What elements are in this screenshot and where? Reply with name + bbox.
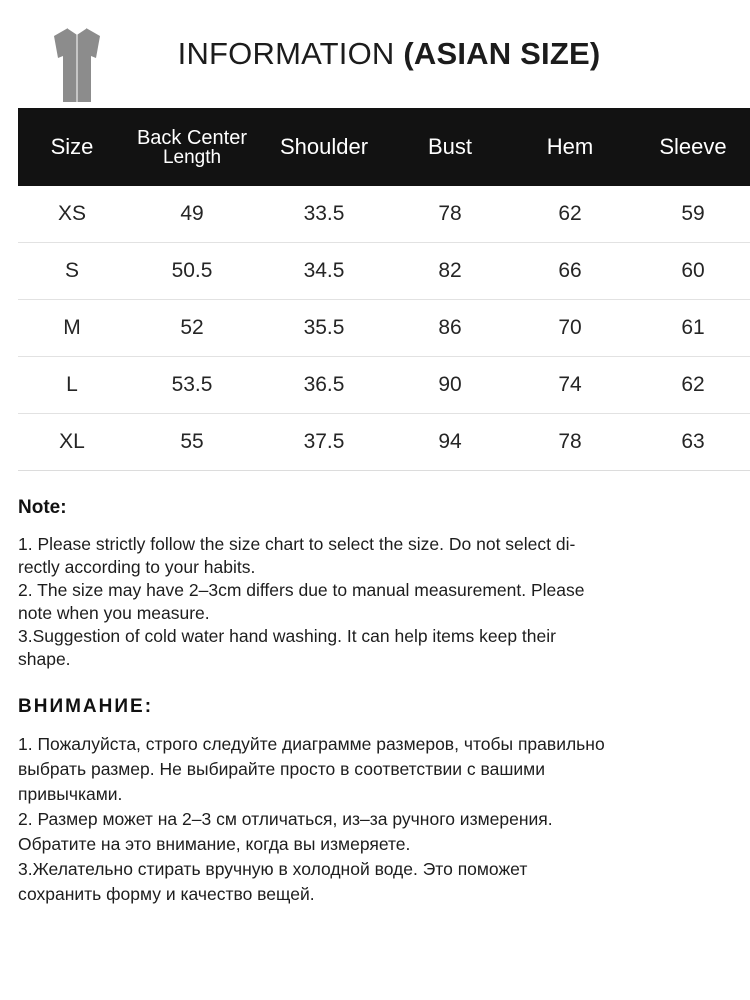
cell-size: M	[18, 300, 126, 357]
cell-hem: 74	[510, 357, 630, 414]
page-title	[0, 36, 750, 72]
table-row	[18, 300, 750, 357]
column-header-bust: Bust	[390, 108, 510, 186]
page-header	[0, 0, 750, 108]
cell-back-center-length: 52	[126, 300, 258, 357]
cell-size: L	[18, 357, 126, 414]
column-header-hem: Hem	[510, 108, 630, 186]
column-header-shoulder: Shoulder	[258, 108, 390, 186]
column-header-back-center-length	[126, 108, 258, 186]
note-line: note when you measure.	[18, 603, 210, 624]
cell-shoulder: 33.5	[258, 186, 390, 243]
cell-bust: 78	[390, 186, 510, 243]
cell-shoulder: 35.5	[258, 300, 390, 357]
cell-bust: 94	[390, 414, 510, 471]
page-title-regular: INFORMATION	[177, 36, 404, 71]
table-row	[18, 414, 750, 471]
cell-bust: 82	[390, 243, 510, 300]
cell-back-center-length: 50.5	[126, 243, 258, 300]
cell-hem: 66	[510, 243, 630, 300]
cell-shoulder: 36.5	[258, 357, 390, 414]
cell-bust: 86	[390, 300, 510, 357]
size-table-head	[18, 108, 750, 186]
column-header-sleeve: Sleeve	[630, 108, 750, 186]
cell-size: XS	[18, 186, 126, 243]
table-header-row	[18, 108, 750, 186]
notes-section	[18, 497, 732, 907]
cell-hem: 70	[510, 300, 630, 357]
cell-size: XL	[18, 414, 126, 471]
note-line: 2. The size may have 2–3cm differs due to manual measurement. Please	[18, 580, 585, 601]
cell-hem: 62	[510, 186, 630, 243]
note-line: rectly according to your habits.	[18, 557, 256, 578]
size-table-body	[18, 186, 750, 471]
note-line: 1. Please strictly follow the size chart to select the size. Do not select di-	[18, 534, 576, 554]
column-header-back-center-length-line2: Length	[162, 146, 222, 168]
note-line: Обратите на это внимание, когда вы измеряете.	[18, 834, 411, 855]
size-table	[18, 108, 750, 471]
cell-size: S	[18, 243, 126, 300]
cell-sleeve: 61	[630, 300, 750, 357]
table-row	[18, 357, 750, 414]
cell-back-center-length: 49	[126, 186, 258, 243]
cell-back-center-length: 55	[126, 414, 258, 471]
notes-heading-ru: ВНИМАНИЕ:	[18, 695, 154, 717]
note-line: привычками.	[18, 783, 123, 804]
cell-back-center-length: 53.5	[126, 357, 258, 414]
cell-sleeve: 63	[630, 414, 750, 471]
note-line: выбрать размер. Не выбирайте просто в соответствии с вашими	[18, 758, 545, 779]
note-line: 3.Suggestion of cold water hand washing. It can help items keep their	[18, 626, 556, 647]
notes-body-en	[18, 533, 732, 672]
column-header-back-center-length-line1: Back Center	[136, 126, 248, 149]
page-title-bold: (ASIAN SIZE)	[403, 36, 601, 71]
note-line: 3.Желательно стирать вручную в холодной воде. Это поможет	[18, 859, 528, 880]
note-line: 1. Пожалуйста, строго следуйте диаграмме размеров, чтобы правильно	[18, 733, 605, 754]
cell-sleeve: 60	[630, 243, 750, 300]
table-row	[18, 243, 750, 300]
cell-shoulder: 37.5	[258, 414, 390, 471]
note-line: 2. Размер может на 2–3 см отличаться, из–за ручного измерения.	[18, 808, 553, 829]
note-line: shape.	[18, 649, 71, 670]
cell-bust: 90	[390, 357, 510, 414]
notes-heading-en: Note:	[18, 497, 67, 518]
column-header-size: Size	[18, 108, 126, 186]
note-line: сохранить форму и качество вещей.	[18, 884, 315, 905]
notes-body-ru	[18, 732, 732, 907]
cell-sleeve: 59	[630, 186, 750, 243]
table-row	[18, 186, 750, 243]
cell-shoulder: 34.5	[258, 243, 390, 300]
cell-hem: 78	[510, 414, 630, 471]
cell-sleeve: 62	[630, 357, 750, 414]
size-table-container	[18, 108, 732, 471]
